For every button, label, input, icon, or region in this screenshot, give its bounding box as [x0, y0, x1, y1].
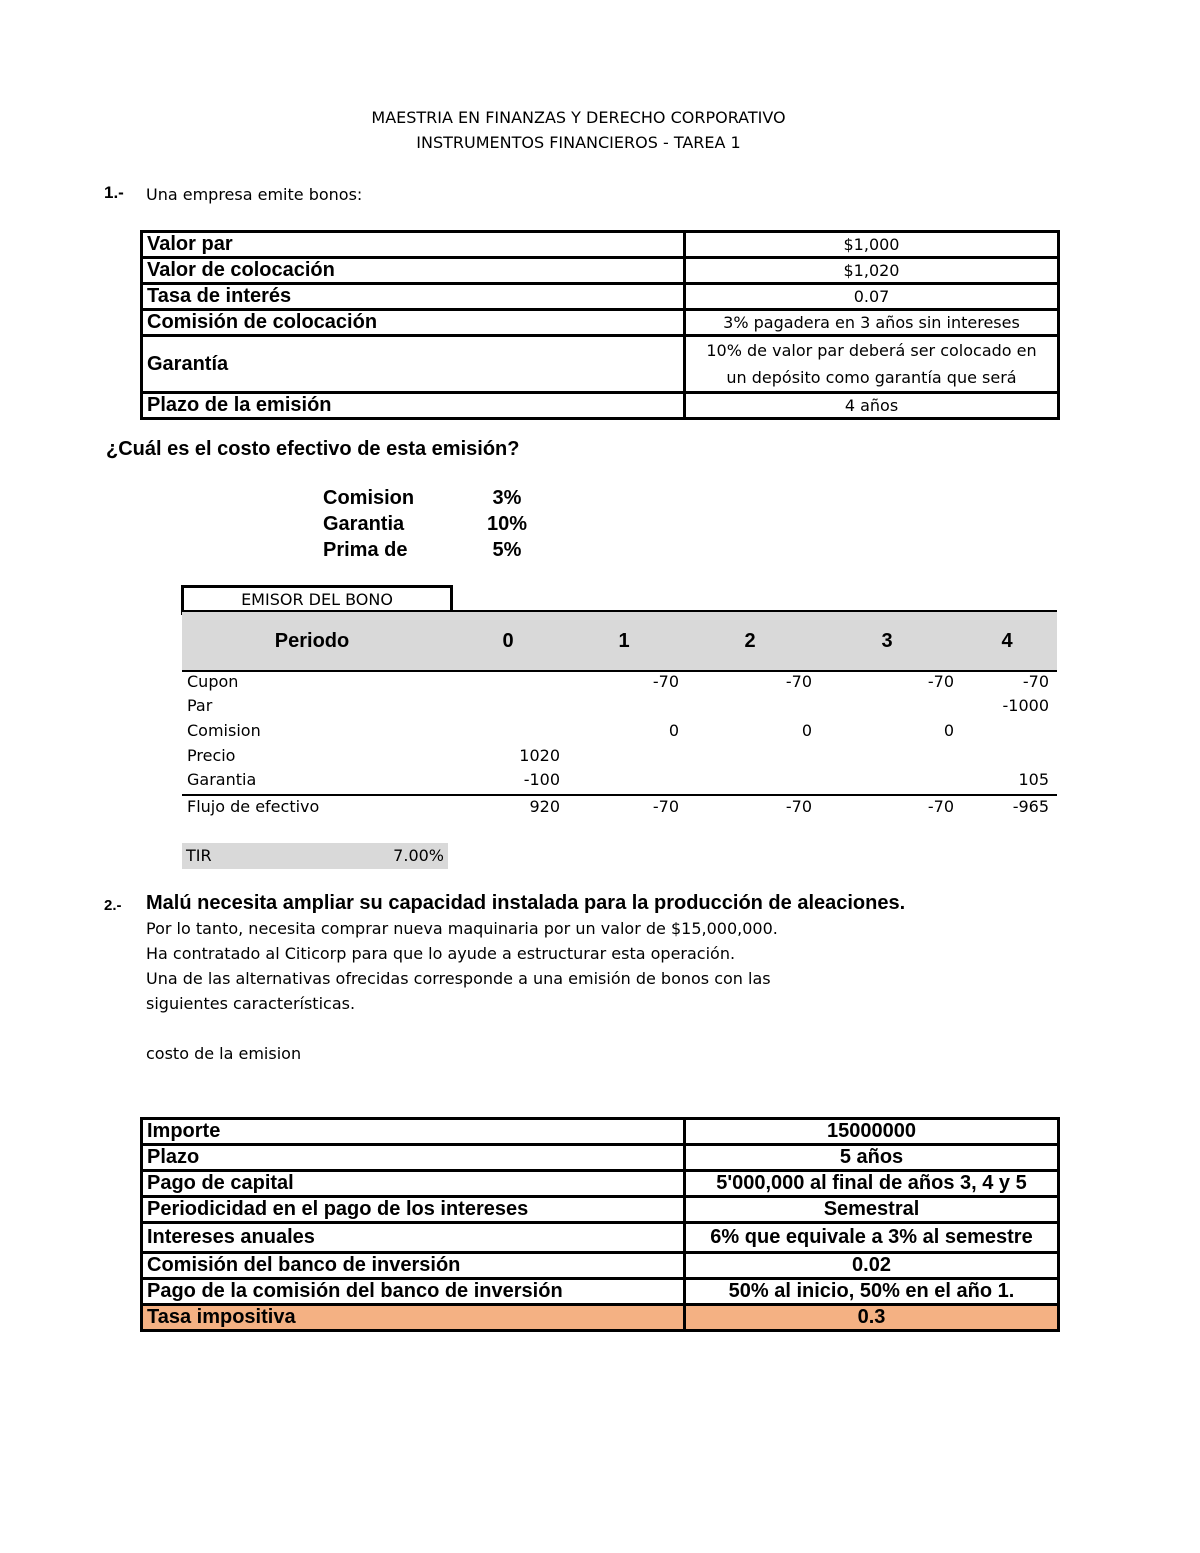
cell: 0 — [801, 721, 812, 740]
cashflow-row-label: Precio — [187, 746, 236, 765]
cashflow-row — [182, 770, 1057, 795]
emisor-box: EMISOR DEL BONO — [181, 585, 453, 615]
param-label: Comision — [323, 487, 415, 509]
cell: -70 — [927, 672, 954, 691]
row-value: 3% pagadera en 3 años sin intereses — [685, 310, 1059, 336]
cell: -70 — [785, 797, 812, 816]
header-period-2: 2 — [744, 630, 756, 652]
param-value: 10% — [486, 513, 528, 535]
header-period-1: 1 — [618, 630, 630, 652]
table-row — [142, 1119, 1059, 1145]
paragraph-note: costo de la emision — [146, 1044, 302, 1063]
cashflow-row-label: Cupon — [187, 672, 239, 691]
row-value: 4 años — [685, 393, 1059, 419]
cashflow-total-row — [182, 794, 1057, 822]
row-value: 0.02 — [685, 1253, 1059, 1279]
table-row — [142, 1279, 1059, 1305]
paragraph-line: siguientes características. — [146, 994, 356, 1013]
cell: 920 — [529, 797, 560, 816]
question-2-number: 2.- — [104, 897, 122, 914]
row-value: 0.3 — [685, 1305, 1059, 1331]
table-row — [142, 284, 1059, 310]
cashflow-row — [182, 672, 1057, 697]
header-periodo: Periodo — [274, 630, 350, 652]
cell: 0 — [668, 721, 679, 740]
table-row — [142, 232, 1059, 258]
row-label: Tasa de interés — [142, 284, 685, 310]
table-row — [142, 1171, 1059, 1197]
paragraph-line: Por lo tanto, necesita comprar nueva maquinaria por un valor de $15,000,000. — [146, 919, 778, 938]
row-label: Garantía — [142, 336, 685, 393]
row-value: Semestral — [685, 1197, 1059, 1223]
row-label: Intereses anuales — [142, 1223, 685, 1253]
cell: -100 — [523, 770, 560, 789]
row-value: $1,000 — [685, 232, 1059, 258]
cell: 0 — [943, 721, 954, 740]
bond-info-table — [140, 230, 1060, 420]
row-label: Comisión del banco de inversión — [142, 1253, 685, 1279]
header-period-3: 3 — [881, 630, 893, 652]
row-value-line: 10% de valor par deberá ser colocado en — [706, 341, 1037, 360]
cell: 1020 — [519, 746, 560, 765]
cell: -70 — [1022, 672, 1049, 691]
table-row — [142, 258, 1059, 284]
table-row — [142, 393, 1059, 419]
row-label: Importe — [142, 1119, 685, 1145]
row-label: Comisión de colocación — [142, 310, 685, 336]
cashflow-row-label: Comision — [187, 721, 261, 740]
row-value — [685, 336, 1059, 393]
row-value: 0.07 — [685, 284, 1059, 310]
row-value: 5'000,000 al final de años 3, 4 y 5 — [685, 1171, 1059, 1197]
header-period-0: 0 — [502, 630, 514, 652]
cell: -965 — [1012, 797, 1049, 816]
row-label: Tasa impositiva — [142, 1305, 685, 1331]
cashflow-row — [182, 696, 1057, 721]
table-row — [142, 336, 1059, 393]
table-row — [142, 1197, 1059, 1223]
row-value: $1,020 — [685, 258, 1059, 284]
cashflow-row — [182, 721, 1057, 746]
param-label: Garantia — [323, 513, 405, 535]
question-1-number: 1.- — [104, 183, 124, 202]
row-label: Pago de capital — [142, 1171, 685, 1197]
row-label: Pago de la comisión del banco de inversión — [142, 1279, 685, 1305]
row-label: Valor de colocación — [142, 258, 685, 284]
header-period-4: 4 — [1001, 630, 1013, 652]
question-1-prompt: ¿Cuál es el costo efectivo de esta emisión? — [106, 438, 520, 460]
cashflow-row-label: Garantia — [187, 770, 257, 789]
row-value-line: un depósito como garantía que será — [726, 368, 1017, 387]
paragraph-line: Ha contratado al Citicorp para que lo ayude a estructurar esta operación. — [146, 944, 736, 963]
cashflow-row-label: Flujo de efectivo — [187, 797, 320, 816]
row-label: Valor par — [142, 232, 685, 258]
row-label: Periodicidad en el pago de los intereses — [142, 1197, 685, 1223]
param-value: 3% — [492, 487, 522, 509]
param-label: Prima de — [323, 539, 408, 561]
table-row — [142, 1145, 1059, 1171]
cell: -70 — [785, 672, 812, 691]
doc-title-line1: MAESTRIA EN FINANZAS Y DERECHO CORPORATIVO — [371, 108, 786, 127]
question-1-intro: Una empresa emite bonos: — [146, 185, 363, 204]
cell: -70 — [652, 797, 679, 816]
row-value: 15000000 — [685, 1119, 1059, 1145]
cashflow-row-label: Par — [187, 696, 213, 715]
table-row — [142, 1223, 1059, 1253]
row-label: Plazo de la emisión — [142, 393, 685, 419]
tir-value: 7.00% — [393, 846, 444, 865]
cashflow-row — [182, 746, 1057, 771]
bond-issue-table — [140, 1117, 1060, 1332]
doc-title-line2: INSTRUMENTOS FINANCIEROS - TAREA 1 — [416, 133, 741, 152]
cell: 105 — [1018, 770, 1049, 789]
row-label: Plazo — [142, 1145, 685, 1171]
tir-label: TIR — [186, 846, 212, 865]
cell: -70 — [927, 797, 954, 816]
tir-box — [182, 843, 448, 869]
question-2-heading: Malú necesita ampliar su capacidad instalada para la producción de aleaciones. — [146, 892, 906, 914]
table-row — [142, 310, 1059, 336]
row-value: 5 años — [685, 1145, 1059, 1171]
table-row — [142, 1253, 1059, 1279]
cell: -70 — [652, 672, 679, 691]
cell: -1000 — [1002, 696, 1049, 715]
row-value: 50% al inicio, 50% en el año 1. — [685, 1279, 1059, 1305]
row-value: 6% que equivale a 3% al semestre — [685, 1223, 1059, 1253]
table-row-highlighted — [142, 1305, 1059, 1331]
paragraph-line: Una de las alternativas ofrecidas corresponde a una emisión de bonos con las — [146, 969, 771, 988]
cashflow-header — [182, 610, 1057, 672]
param-value: 5% — [492, 539, 522, 561]
